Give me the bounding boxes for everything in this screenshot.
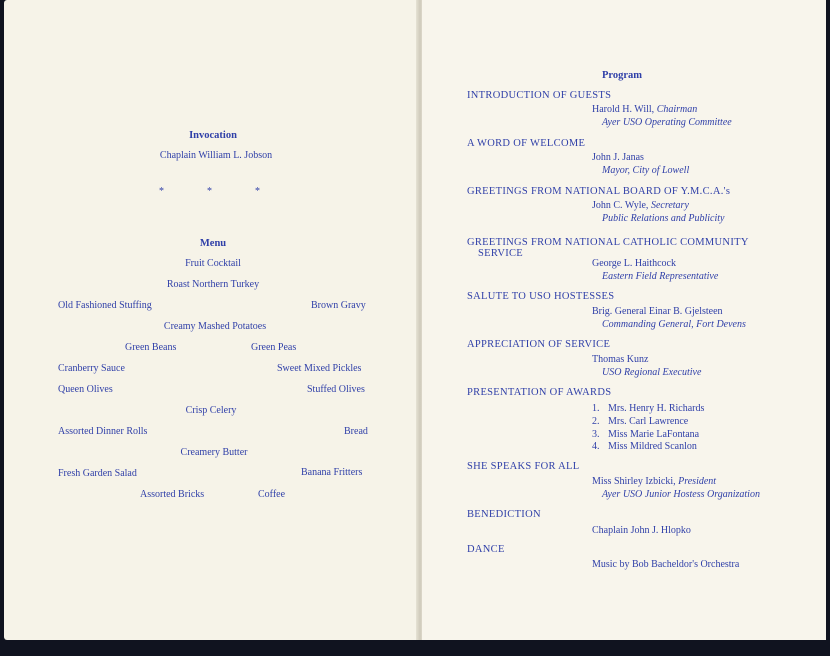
program-speaker: Miss Shirley Izbicki, President <box>592 476 717 487</box>
award-number: 1. <box>592 403 600 414</box>
menu-item: Crisp Celery <box>185 405 237 416</box>
program-speaker: Harold H. Will, Chairman <box>592 104 698 115</box>
menu-item: Stuffed Olives <box>307 384 365 395</box>
award-recipient: Miss Marie LaFontana <box>608 429 700 440</box>
menu-item: Sweet Mixed Pickles <box>277 363 362 374</box>
menu-heading: Menu <box>199 238 227 249</box>
program-section-title: PRESENTATION OF AWARDS <box>467 387 612 398</box>
award-number: 2. <box>592 416 600 427</box>
menu-item: Assorted Bricks <box>140 489 205 500</box>
program-section-title: GREETINGS FROM NATIONAL CATHOLIC COMMUNITY <box>467 237 749 248</box>
menu-item: Assorted Dinner Rolls <box>58 426 148 437</box>
program-speaker: John C. Wyle, Secretary <box>592 200 689 211</box>
left-page <box>4 0 418 640</box>
award-recipient: Mrs. Henry H. Richards <box>608 403 705 414</box>
menu-item: Roast Northern Turkey <box>166 279 260 290</box>
invocation-heading: Invocation <box>189 130 237 141</box>
program-speaker: Chaplain John J. Hlopko <box>592 525 691 536</box>
menu-item: Old Fashioned Stuffing <box>58 300 152 311</box>
program-section-title: BENEDICTION <box>467 509 541 520</box>
program-speaker-title: Commanding General, Fort Devens <box>602 319 746 330</box>
menu-item: Banana Fritters <box>301 467 363 478</box>
program-speaker: John J. Janas <box>592 152 644 163</box>
menu-item: Bread <box>344 426 368 437</box>
menu-item: Fresh Garden Salad <box>58 468 137 479</box>
program-section-title: SHE SPEAKS FOR ALL <box>467 461 580 472</box>
menu-item: Brown Gravy <box>311 300 366 311</box>
menu-item: Fruit Cocktail <box>185 258 241 269</box>
program-section-title: INTRODUCTION OF GUESTS <box>467 90 612 101</box>
menu-item: Cranberry Sauce <box>58 363 125 374</box>
program-section-title-cont: SERVICE <box>478 248 524 259</box>
program-speaker: Music by Bob Bacheldor's Orchestra <box>592 559 740 570</box>
program-section-title: SALUTE TO USO HOSTESSES <box>467 291 615 302</box>
program-speaker: George L. Haithcock <box>592 258 676 269</box>
right-page <box>422 0 826 640</box>
menu-item: Green Peas <box>251 342 297 353</box>
menu-item: Creamery Butter <box>180 447 248 458</box>
separator-star: * <box>207 186 212 197</box>
program-speaker-title: Public Relations and Publicity <box>602 213 725 224</box>
program-heading: Program <box>601 70 643 81</box>
program-speaker-title: Ayer USO Operating Committee <box>602 117 732 128</box>
award-recipient: Mrs. Carl Lawrence <box>608 416 689 427</box>
program-section-title: APPRECIATION OF SERVICE <box>467 339 611 350</box>
program-section-title: DANCE <box>467 544 505 555</box>
menu-item: Green Beans <box>125 342 177 353</box>
program-speaker: Brig. General Einar B. Gjelsteen <box>592 306 723 317</box>
program-speaker-title: Eastern Field Representative <box>602 271 719 282</box>
menu-item: Creamy Mashed Potatoes <box>163 321 267 332</box>
award-number: 3. <box>592 429 600 440</box>
menu-item: Coffee <box>258 489 286 500</box>
award-recipient: Miss Mildred Scanlon <box>608 441 697 452</box>
program-speaker-title: USO Regional Executive <box>602 367 702 378</box>
program-speaker: Thomas Kunz <box>592 354 649 365</box>
program-section-title: GREETINGS FROM NATIONAL BOARD OF Y.M.C.A.'s <box>467 186 731 197</box>
program-speaker-title: Ayer USO Junior Hostess Organization <box>602 489 760 500</box>
separator-star: * <box>255 186 260 197</box>
separator-star: * <box>159 186 164 197</box>
award-number: 4. <box>592 441 600 452</box>
menu-item: Queen Olives <box>58 384 113 395</box>
invocation-name: Chaplain William L. Jobson <box>159 150 273 161</box>
program-section-title: A WORD OF WELCOME <box>467 138 586 149</box>
program-speaker-title: Mayor, City of Lowell <box>602 165 690 176</box>
